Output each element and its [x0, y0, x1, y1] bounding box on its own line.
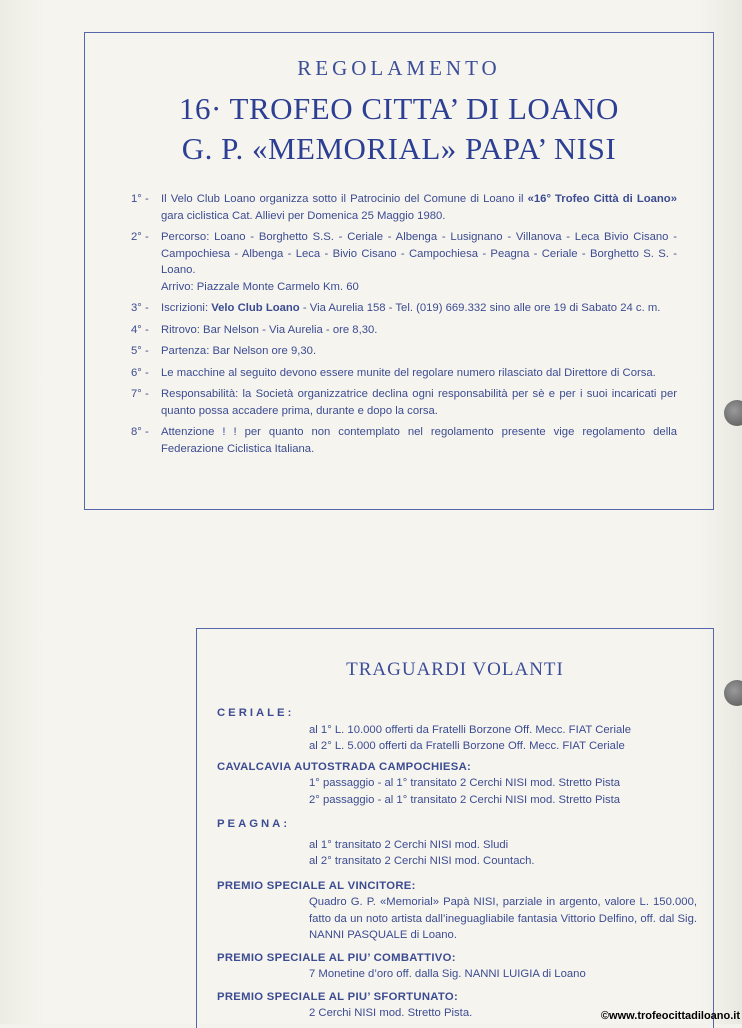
prize-line: 2° passaggio - al 1° transitato 2 Cerchi NISI mod. Stretto Pista	[309, 793, 621, 806]
rule-item	[131, 229, 677, 295]
traguardi-title: TRAGUARDI VOLANTI	[346, 659, 564, 680]
rule-item	[131, 424, 677, 457]
website-footer: ©www.trofeocittadiloano.it	[600, 1010, 740, 1022]
prize-line: 7 Monetine d’oro off. dalla Sig. NANNI LUIGIA di Loano	[309, 968, 586, 980]
rule-item	[131, 386, 677, 419]
rule-number: 5° -	[131, 345, 149, 357]
rule-item	[131, 343, 677, 360]
rule-text: Responsabilità: la Società organizzatrice declina ogni responsabilità per sè e per i suoi incaricati per quanto possa accadere prima, durante e dopo la corsa.	[161, 388, 677, 417]
rule-item	[131, 300, 677, 317]
prize-line: 2 Cerchi NISI mod. Stretto Pista.	[309, 1007, 473, 1019]
rule-item	[131, 365, 677, 382]
traguardi-box	[196, 628, 714, 1028]
rule-text: Percorso: Loano - Borghetto S.S. - Ceriale - Albenga - Lusignano - Villanova - Leca Bivio Cisano - Campochiesa - Albenga - Leca - Bivio Cisano - Campochiesa - Peagna - Ceriale - Borghetto S. S. - Loano. Arrivo: Piazzale Monte Carmelo Km. 60	[161, 231, 677, 293]
category-label: PEAGNA:	[217, 818, 291, 830]
regolamento-box	[84, 32, 714, 510]
rule-text: Partenza: Bar Nelson ore 9,30.	[161, 345, 317, 357]
category-label: PREMIO SPECIALE AL VINCITORE:	[217, 879, 416, 892]
rule-item	[131, 191, 677, 224]
category-label: PREMIO SPECIALE AL PIU’ SFORTUNATO:	[217, 990, 459, 1003]
prize-line: al 2° transitato 2 Cerchi NISI mod. Countach.	[309, 855, 535, 867]
prize-list	[217, 701, 697, 1022]
category-label: CAVALCAVIA AUTOSTRADA CAMPOCHIESA:	[217, 760, 472, 773]
prize-line: al 1° transitato 2 Cerchi NISI mod. Sludi	[309, 838, 509, 851]
regolamento-heading: REGOLAMENTO	[297, 56, 501, 80]
category-label: CERIALE:	[217, 707, 295, 719]
prize-line: 1° passaggio - al 1° transitato 2 Cerchi NISI mod. Stretto Pista	[309, 777, 621, 789]
prize-line: al 1° L. 10.000 offerti da Fratelli Borzone Off. Mecc. FIAT Ceriale	[309, 723, 632, 736]
rule-number: 6° -	[131, 366, 149, 379]
rule-text: Le macchine al seguito devono essere munite del regolare numero rilasciato dal Direttore di Corsa.	[161, 366, 656, 379]
rule-text: Ritrovo: Bar Nelson - Via Aurelia - ore 8,30.	[161, 323, 378, 336]
rule-number: 2° -	[131, 231, 149, 243]
rules-list	[131, 191, 677, 462]
rule-text: Attenzione ! ! per quanto non contemplato nel regolamento presente vige regolamento della Federazione Ciclistica Italiana.	[161, 426, 677, 455]
prize-line: Quadro G. P. «Memorial» Papà NISI, parziale in argento, valore L. 150.000, fatto da un noto artista dall’ineguagliabile fantasia Vittorio Delfino, off. dal Sig. NANNI PASQUALE di Loano.	[309, 896, 697, 941]
prize-line: al 2° L. 5.000 offerti da Fratelli Borzone Off. Mecc. FIAT Ceriale	[309, 740, 625, 752]
rule-number: 4° -	[131, 323, 149, 336]
rule-number: 1° -	[131, 193, 149, 205]
category-label: PREMIO SPECIALE AL PIU’ COMBATTIVO:	[217, 951, 456, 964]
trofeo-title: 16· TROFEO CITTA’ DI LOANO	[179, 91, 619, 126]
memorial-title: G. P. «MEMORIAL» PAPA’ NISI	[181, 131, 617, 166]
rule-number: 7° -	[131, 388, 149, 400]
rule-text: Iscrizioni: Velo Club Loano - Via Aurelia 158 - Tel. (019) 669.332 sino alle ore 19 di Sabato 24 c. m.	[161, 302, 661, 314]
rule-text: Il Velo Club Loano organizza sotto il Patrocinio del Comune di Loano il «16° Trofeo Città di Loano» gara ciclistica Cat. Allievi per Domenica 25 Maggio 1980.	[161, 193, 677, 222]
rule-item	[131, 322, 677, 339]
rule-number: 8° -	[131, 426, 149, 438]
rule-number: 3° -	[131, 302, 149, 314]
